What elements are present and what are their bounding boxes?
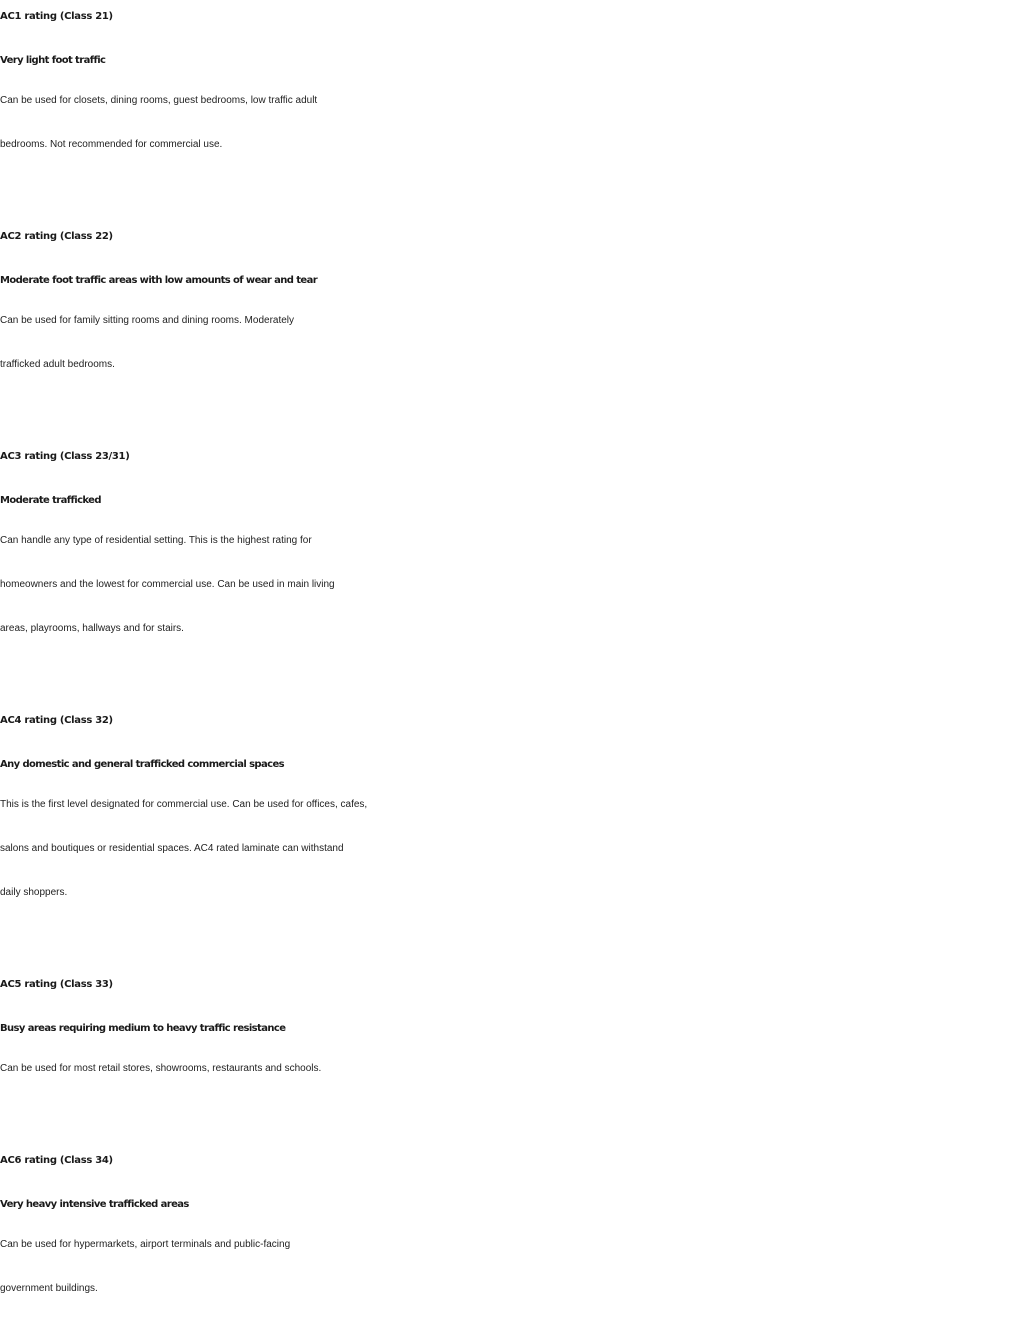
description-line: salons and boutiques or residential spaces. AC4 rated laminate can withstand [0, 843, 344, 854]
description-line: daily shoppers. [0, 887, 68, 898]
rating-section-ac3 [0, 440, 1030, 651]
description-line: homeowners and the lowest for commercial use. Can be used in main living [0, 579, 335, 590]
rating-section-ac5 [0, 968, 1030, 1091]
rating-heading: AC5 rating (Class 33) [0, 979, 113, 990]
rating-description [0, 1223, 1030, 1311]
rating-section-ac6 [0, 1144, 1030, 1311]
description-line: government buildings. [0, 1283, 98, 1294]
rating-subheading: Busy areas requiring medium to heavy traffic resistance [0, 1023, 286, 1034]
rating-subheading: Any domestic and general trafficked commercial spaces [0, 759, 285, 770]
rating-section-ac2 [0, 220, 1030, 387]
rating-description [0, 1047, 1030, 1091]
description-line: Can be used for hypermarkets, airport terminals and public-facing [0, 1239, 291, 1250]
description-line: This is the first level designated for commercial use. Can be used for offices, cafes, [0, 799, 368, 810]
rating-section-ac4 [0, 704, 1030, 915]
description-line: Can handle any type of residential setting. This is the highest rating for [0, 535, 312, 546]
rating-heading: AC1 rating (Class 21) [0, 11, 113, 22]
rating-heading: AC2 rating (Class 22) [0, 231, 113, 242]
rating-description [0, 783, 1030, 915]
rating-heading: AC4 rating (Class 32) [0, 715, 113, 726]
rating-heading: AC3 rating (Class 23/31) [0, 451, 130, 462]
description-line: areas, playrooms, hallways and for stairs. [0, 623, 184, 634]
rating-description [0, 79, 1030, 167]
description-line: trafficked adult bedrooms. [0, 359, 115, 370]
rating-section-ac1 [0, 0, 1030, 167]
description-line: bedrooms. Not recommended for commercial use. [0, 139, 223, 150]
description-line: Can be used for most retail stores, showrooms, restaurants and schools. [0, 1063, 322, 1074]
description-line: Can be used for closets, dining rooms, guest bedrooms, low traffic adult [0, 95, 318, 106]
rating-subheading: Moderate trafficked [0, 495, 101, 506]
rating-subheading: Moderate foot traffic areas with low amounts of wear and tear [0, 275, 318, 286]
description-line: Can be used for family sitting rooms and dining rooms. Moderately [0, 315, 295, 326]
rating-heading: AC6 rating (Class 34) [0, 1155, 113, 1166]
rating-description [0, 299, 1030, 387]
rating-subheading: Very heavy intensive trafficked areas [0, 1199, 189, 1210]
rating-subheading: Very light foot traffic [0, 55, 106, 66]
rating-description [0, 519, 1030, 651]
